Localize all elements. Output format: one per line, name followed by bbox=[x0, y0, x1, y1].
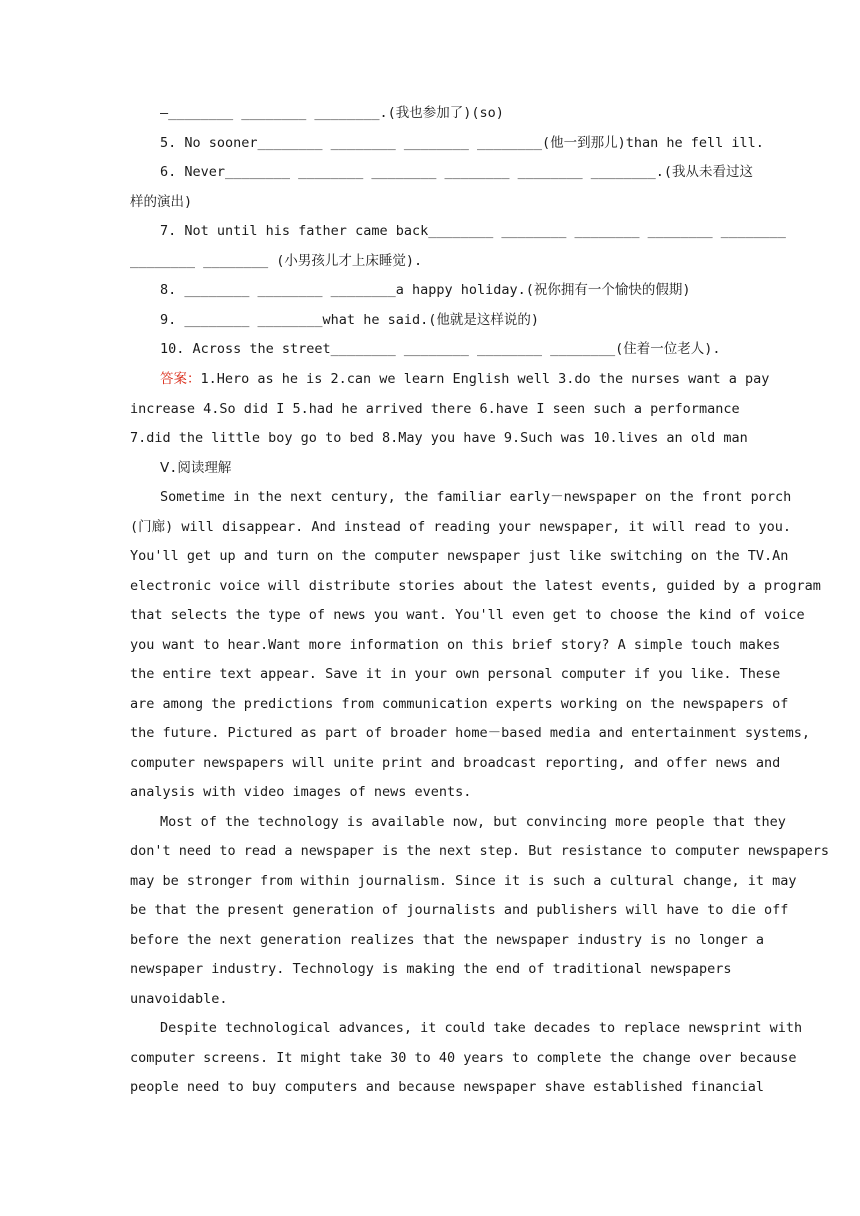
passage-line: Sometime in the next century, the familiar early－newspaper on the front porch bbox=[160, 489, 792, 505]
passage-line: the entire text appear. Save it in your own personal computer if you like. These bbox=[130, 666, 781, 682]
passage-line: analysis with video images of news events. bbox=[130, 784, 472, 800]
section-heading: Ⅴ.阅读理解 bbox=[160, 459, 232, 476]
answer-text: 1.Hero as he is 2.can we learn English well 3.do the nurses want a pay bbox=[200, 371, 770, 387]
exercise-line: ________ ________ (小男孩儿才上床睡觉). bbox=[130, 252, 423, 269]
exercise-line: 10. Across the street________ ________ ________ ________(住着一位老人). bbox=[160, 341, 721, 357]
passage-line: computer screens. It might take 30 to 40 years to complete the change over because bbox=[130, 1049, 797, 1066]
passage-line: newspaper industry. Technology is making the end of traditional newspapers bbox=[130, 961, 732, 977]
passage-line: electronic voice will distribute stories about the latest events, guided by a program bbox=[130, 577, 821, 594]
passage-line: the future. Pictured as part of broader home－based media and entertainment systems, bbox=[130, 725, 810, 741]
passage-line: You'll get up and turn on the computer newspaper just like switching on the TV.An bbox=[130, 548, 789, 564]
exercise-line: 8. ________ ________ ________a happy holiday.(祝你拥有一个愉快的假期) bbox=[160, 282, 691, 298]
exercise-line: 7. Not until his father came back________ ________ ________ ________ ________ bbox=[160, 223, 786, 239]
passage-line: unavoidable. bbox=[130, 990, 228, 1007]
passage-line: computer newspapers will unite print and broadcast reporting, and offer news and bbox=[130, 754, 781, 771]
answer-line bbox=[160, 365, 770, 395]
passage-line: before the next generation realizes that the newspaper industry is no longer a bbox=[130, 931, 764, 948]
exercise-line: 6. Never________ ________ ________ ________ ________ ________.(我从未看过这 bbox=[160, 164, 754, 180]
exercise-line: 样的演出) bbox=[130, 193, 193, 210]
passage-line: Most of the technology is available now, but convincing more people that they bbox=[160, 813, 786, 830]
passage-line: that selects the type of news you want. You'll even get to choose the kind of voice bbox=[130, 607, 805, 623]
answer-line: increase 4.So did I 5.had he arrived there 6.have I seen such a performance bbox=[130, 400, 740, 417]
passage-line: be that the present generation of journalists and publishers will have to die off bbox=[130, 902, 789, 918]
passage-line: (门廊) will disappear. And instead of reading your newspaper, it will read to you. bbox=[130, 518, 791, 535]
passage-line: are among the predictions from communication experts working on the newspapers of bbox=[130, 695, 789, 712]
answer-line: 7.did the little boy go to bed 8.May you have 9.Such was 10.lives an old man bbox=[130, 430, 748, 446]
exercise-line: 5. No sooner________ ________ ________ ________(他一到那儿)than he fell ill. bbox=[160, 134, 764, 151]
passage-line: may be stronger from within journalism. Since it is such a cultural change, it may bbox=[130, 872, 797, 889]
exercise-line: —________ ________ ________.(我也参加了)(so) bbox=[160, 105, 504, 121]
passage-line: people need to buy computers and because newspaper shave established financial bbox=[130, 1079, 764, 1095]
passage-line: you want to hear.Want more information on this brief story? A simple touch makes bbox=[130, 636, 781, 653]
passage-line: don't need to read a newspaper is the next step. But resistance to computer newspapers bbox=[130, 843, 829, 859]
exercise-line: 9. ________ ________what he said.(他就是这样说的) bbox=[160, 311, 539, 328]
passage-line: Despite technological advances, it could take decades to replace newsprint with bbox=[160, 1020, 803, 1036]
answer-label: 答案： bbox=[160, 371, 201, 387]
